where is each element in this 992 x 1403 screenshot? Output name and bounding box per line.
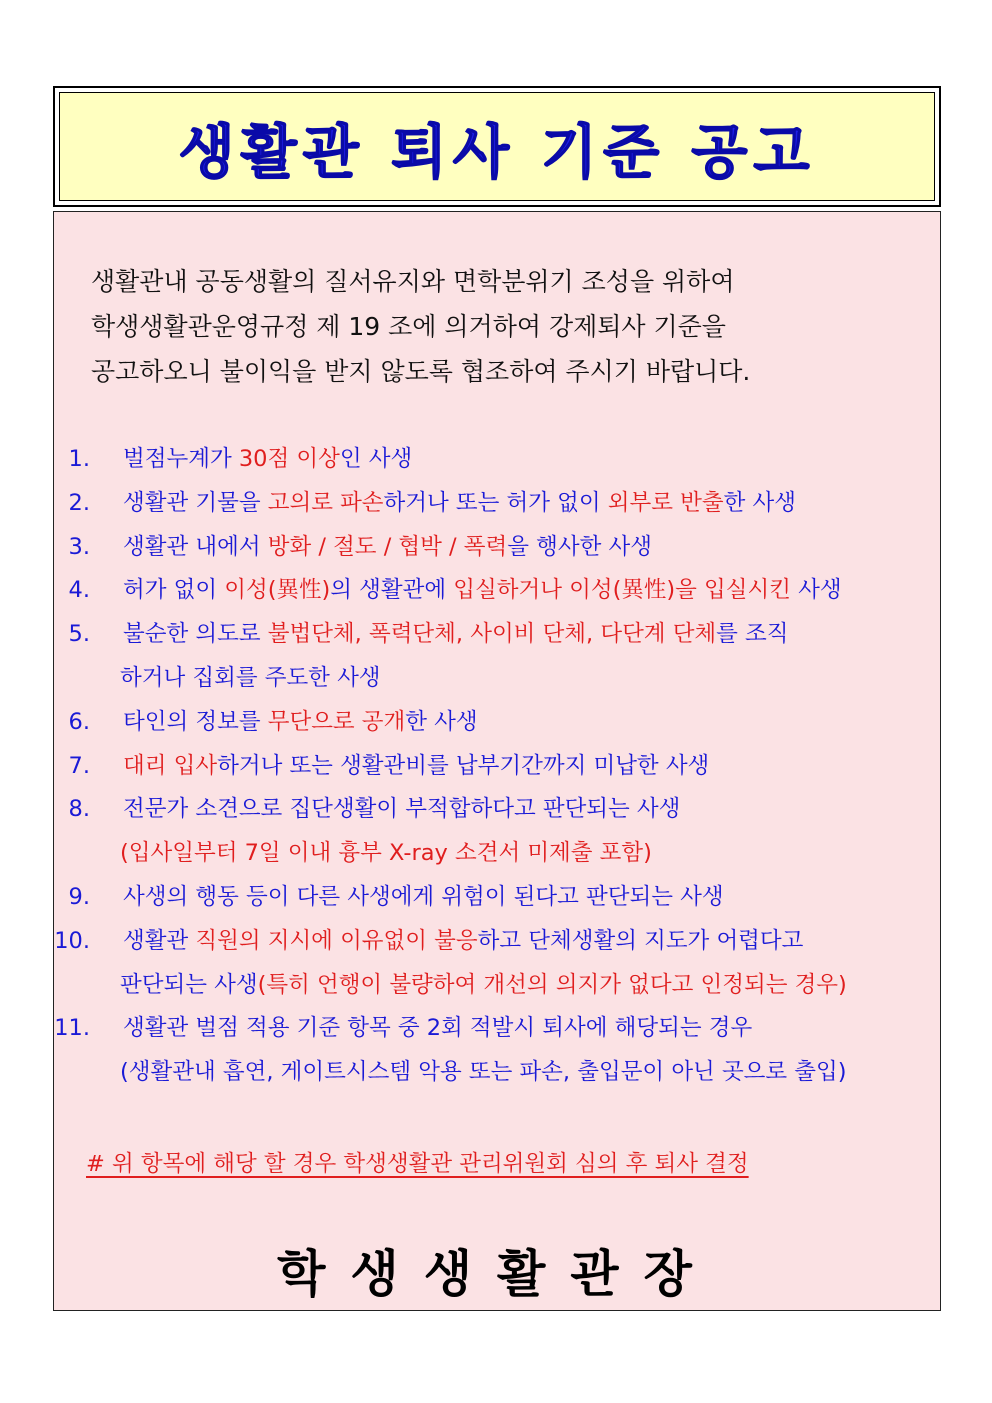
item-text-segment: 의 생활관에 — [330, 577, 454, 604]
item-number: 3. — [68, 533, 90, 560]
item-number: 9. — [68, 883, 90, 910]
item-text — [120, 657, 381, 701]
item-text — [123, 438, 412, 482]
item-text — [123, 876, 724, 920]
intro-line: 공고하오니 불이익을 받지 않도록 협조하여 주시기 바랍니다. — [91, 357, 751, 386]
criteria-item-continuation — [54, 1051, 942, 1095]
item-text-segment: 한 사생 — [405, 708, 478, 735]
intro-paragraph — [91, 259, 921, 394]
highlight-text: 대리 입사 — [123, 752, 218, 779]
criteria-item — [54, 569, 942, 613]
item-text-segment: 생활관 기물을 — [123, 489, 268, 516]
page-title: 생활관 퇴사 기준 공고 — [178, 117, 816, 186]
item-number: 8. — [68, 796, 90, 823]
item-text — [123, 1007, 752, 1051]
highlight-text: 입실하거나 이성(異性)을 입실시킨 — [453, 577, 791, 604]
item-text-segment: 하거나 또는 생활관비를 납부기간까지 미납한 사생 — [217, 752, 710, 779]
intro-line: 학생생활관운영규정 제 19 조에 의거하여 강제퇴사 기준을 — [91, 312, 726, 341]
highlight-text: 무단으로 공개 — [267, 708, 406, 735]
notice-body — [53, 211, 941, 1311]
item-text — [123, 613, 789, 657]
item-text-segment: 생활관 — [123, 927, 196, 954]
criteria-item — [54, 613, 942, 657]
highlight-text: 직원의 지시에 이유없이 불응 — [195, 927, 478, 954]
criteria-item-continuation — [54, 964, 942, 1008]
item-text-segment: (생활관내 흡연, 게이트시스템 악용 또는 파손, 출입문이 아닌 곳으로 출입) — [120, 1059, 847, 1086]
item-text-segment: 판단되는 사생 — [120, 971, 258, 998]
item-text-segment: 사생의 행동 등이 다른 사생에게 위험이 된다고 판단되는 사생 — [123, 883, 724, 910]
highlight-text: 방화 / 절도 / 협박 / 폭력 — [267, 533, 508, 560]
item-text — [123, 701, 478, 745]
decision-note: # 위 항목에 해당 할 경우 학생생활관 관리위원회 심의 후 퇴사 결정 — [86, 1151, 749, 1177]
criteria-item — [54, 788, 942, 832]
item-text-segment: 생활관 내에서 — [123, 533, 268, 560]
title-banner-inner — [59, 92, 935, 201]
item-text — [120, 832, 652, 876]
criteria-item-continuation — [54, 657, 942, 701]
item-text-segment: 타인의 정보를 — [123, 708, 268, 735]
item-text-segment: 를 조직 — [716, 621, 789, 648]
criteria-item — [54, 920, 942, 964]
highlight-text: 30점 이상 — [238, 446, 340, 472]
criteria-item — [54, 701, 942, 745]
item-number: 2. — [68, 489, 90, 516]
item-number: 6. — [68, 708, 90, 735]
title-banner — [53, 86, 941, 207]
item-text — [123, 920, 803, 964]
item-number: 5. — [68, 621, 90, 648]
criteria-item — [54, 745, 942, 789]
item-text — [123, 526, 652, 570]
item-text-segment: 을 행사한 사생 — [507, 533, 652, 560]
item-text-segment: 전문가 소견으로 집단생활이 부적합하다고 판단되는 사생 — [123, 796, 681, 823]
highlight-text: 불법단체, 폭력단체, 사이비 단체, 다단계 단체 — [267, 621, 717, 648]
criteria-item — [54, 1007, 942, 1051]
criteria-item — [54, 482, 942, 526]
item-text — [123, 569, 842, 613]
criteria-item — [54, 876, 942, 920]
highlight-text: 이성(異性) — [224, 577, 331, 604]
intro-line: 생활관내 공동생활의 질서유지와 면학분위기 조성을 위하여 — [91, 267, 735, 296]
item-text-segment: 불순한 의도로 — [123, 621, 268, 648]
item-text-segment: 인 사생 — [339, 446, 413, 472]
criteria-list — [54, 438, 942, 1095]
item-text-segment: 벌점누계가 — [123, 446, 239, 472]
item-number: 1. — [68, 446, 90, 472]
item-number: 11. — [54, 1015, 90, 1042]
item-text — [120, 964, 847, 1008]
item-text-segment: 하거나 또는 허가 없이 — [383, 489, 608, 516]
item-text-segment: 하거나 집회를 주도한 사생 — [120, 664, 381, 691]
item-number: 7. — [68, 752, 90, 779]
item-number: 10. — [54, 927, 90, 954]
highlight-text: 외부로 반출 — [607, 489, 724, 516]
signature: 학생생활관장 — [277, 1245, 717, 1303]
criteria-item — [54, 526, 942, 570]
item-number: 4. — [68, 577, 90, 604]
item-text — [123, 788, 680, 832]
criteria-item — [54, 438, 942, 482]
highlight-text: (입사일부터 7일 이내 흉부 X-ray 소견서 미제출 포함) — [120, 840, 652, 867]
item-text — [120, 1051, 847, 1095]
item-text-segment: 한 사생 — [723, 489, 796, 516]
item-text-segment: 생활관 벌점 적용 기준 항목 중 2회 적발시 퇴사에 해당되는 경우 — [123, 1015, 753, 1042]
highlight-text: 고의로 파손 — [267, 489, 384, 516]
item-text-segment: 허가 없이 — [123, 577, 225, 604]
item-text-segment: 사생 — [790, 577, 842, 604]
item-text — [123, 745, 709, 789]
criteria-item-continuation — [54, 832, 942, 876]
highlight-text: (특히 언행이 불량하여 개선의 의지가 없다고 인정되는 경우) — [257, 971, 847, 998]
item-text-segment: 하고 단체생활의 지도가 어렵다고 — [477, 927, 804, 954]
item-text — [123, 482, 796, 526]
